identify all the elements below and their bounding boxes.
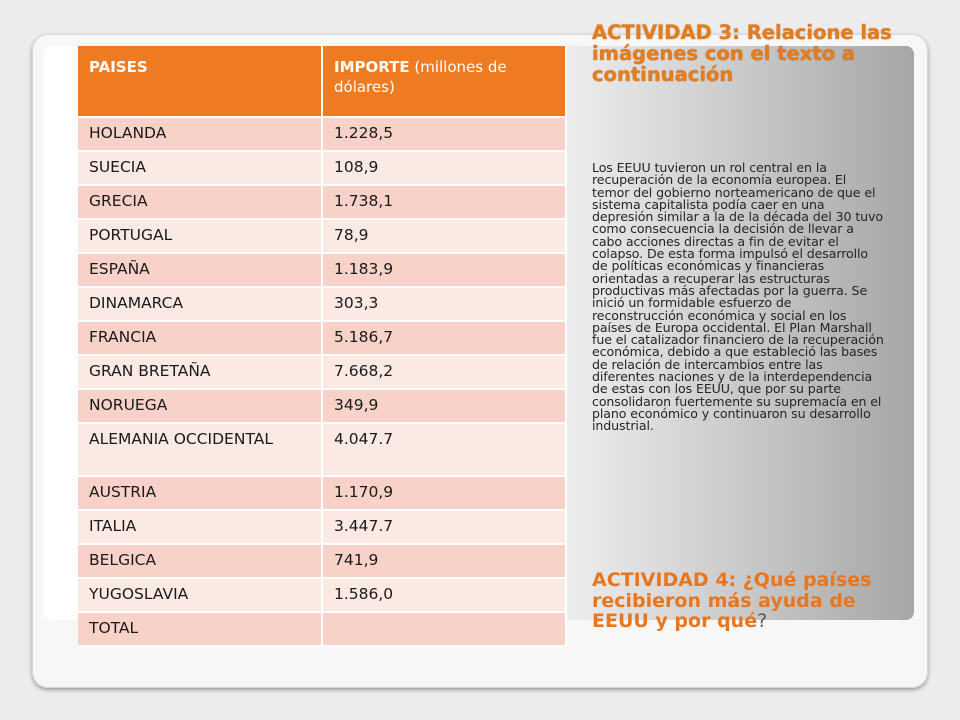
country-cell: SUECIA bbox=[78, 151, 322, 185]
country-cell: GRECIA bbox=[78, 185, 322, 219]
table-row bbox=[78, 287, 566, 321]
activity-3-title: ACTIVIDAD 3: Relacione las imágenes con el texto a continuación bbox=[592, 21, 892, 86]
table-row bbox=[78, 544, 566, 578]
table-row bbox=[78, 185, 566, 219]
country-cell: AUSTRIA bbox=[78, 476, 322, 510]
activity-3-text: Los EEUU tuvieron un rol central en la recuperación de la economía europea. El temor del gobierno norteamericano de que el sistema capitalista podía caer en una depresión similar a la de la década del 30 tuvo como consecuencia la decisión de llevar a cabo acciones directas a fin de evitar el colapso. De esta forma impulsó el desarrollo de políticas económicas y financieras orientadas a recuperar las estructuras productivas más afectadas por la guerra. Se inició un formidable esfuerzo de reconstrucción económica y social en los países de Europa occidental. El Plan Marshall fue el catalizador financiero de la recuperación económica, debido a que estableció las bases de relación de intercambios entre las diferentes naciones y de la interdependencia de estas con los EEUU, que por su parte consolidaron fuertemente su supremacía en el plano económico y continuaron su desarrollo industrial. bbox=[592, 160, 884, 434]
country-cell: FRANCIA bbox=[78, 321, 322, 355]
table-row bbox=[78, 253, 566, 287]
amount-cell: 349,9 bbox=[322, 389, 566, 423]
table-row bbox=[78, 355, 566, 389]
amount-cell: 4.047.7 bbox=[322, 423, 566, 476]
header-amount-unit: (millones de dólares) bbox=[334, 58, 507, 96]
amount-cell: 1.228,5 bbox=[322, 117, 566, 151]
amount-cell: 3.447.7 bbox=[322, 510, 566, 544]
country-cell: BELGICA bbox=[78, 544, 322, 578]
table-row-total bbox=[78, 612, 566, 646]
header-country: PAISES bbox=[78, 46, 322, 117]
table-row bbox=[78, 510, 566, 544]
country-cell: ITALIA bbox=[78, 510, 322, 544]
country-cell: ALEMANIA OCCIDENTAL bbox=[78, 423, 322, 476]
activity-4-question bbox=[592, 570, 882, 632]
country-cell: DINAMARCA bbox=[78, 287, 322, 321]
table-row bbox=[78, 151, 566, 185]
activity-4-question-mark: ? bbox=[757, 610, 768, 632]
amount-cell: 303,3 bbox=[322, 287, 566, 321]
table-header-row bbox=[78, 46, 566, 117]
table-row bbox=[78, 219, 566, 253]
header-amount bbox=[322, 46, 566, 117]
amount-cell: 1.170,9 bbox=[322, 476, 566, 510]
table-row bbox=[78, 476, 566, 510]
amount-cell: 741,9 bbox=[322, 544, 566, 578]
country-cell: TOTAL bbox=[78, 612, 322, 646]
country-cell: GRAN BRETAÑA bbox=[78, 355, 322, 389]
header-amount-main: IMPORTE bbox=[334, 58, 410, 76]
activity-4-question-text: ACTIVIDAD 4: ¿Qué países recibieron más ayuda de EEUU y por qué bbox=[592, 569, 872, 632]
country-cell: HOLANDA bbox=[78, 117, 322, 151]
country-cell: ESPAÑA bbox=[78, 253, 322, 287]
aid-table bbox=[78, 46, 567, 647]
amount-cell: 7.668,2 bbox=[322, 355, 566, 389]
country-cell: YUGOSLAVIA bbox=[78, 578, 322, 612]
table-row bbox=[78, 117, 566, 151]
amount-cell: 5.186,7 bbox=[322, 321, 566, 355]
table-row bbox=[78, 389, 566, 423]
country-cell: NORUEGA bbox=[78, 389, 322, 423]
table-row bbox=[78, 423, 566, 476]
table-row bbox=[78, 578, 566, 612]
table-row bbox=[78, 321, 566, 355]
amount-cell: 1.183,9 bbox=[322, 253, 566, 287]
amount-cell: 1.738,1 bbox=[322, 185, 566, 219]
amount-cell bbox=[322, 612, 566, 646]
amount-cell: 78,9 bbox=[322, 219, 566, 253]
amount-cell: 108,9 bbox=[322, 151, 566, 185]
country-cell: PORTUGAL bbox=[78, 219, 322, 253]
amount-cell: 1.586,0 bbox=[322, 578, 566, 612]
